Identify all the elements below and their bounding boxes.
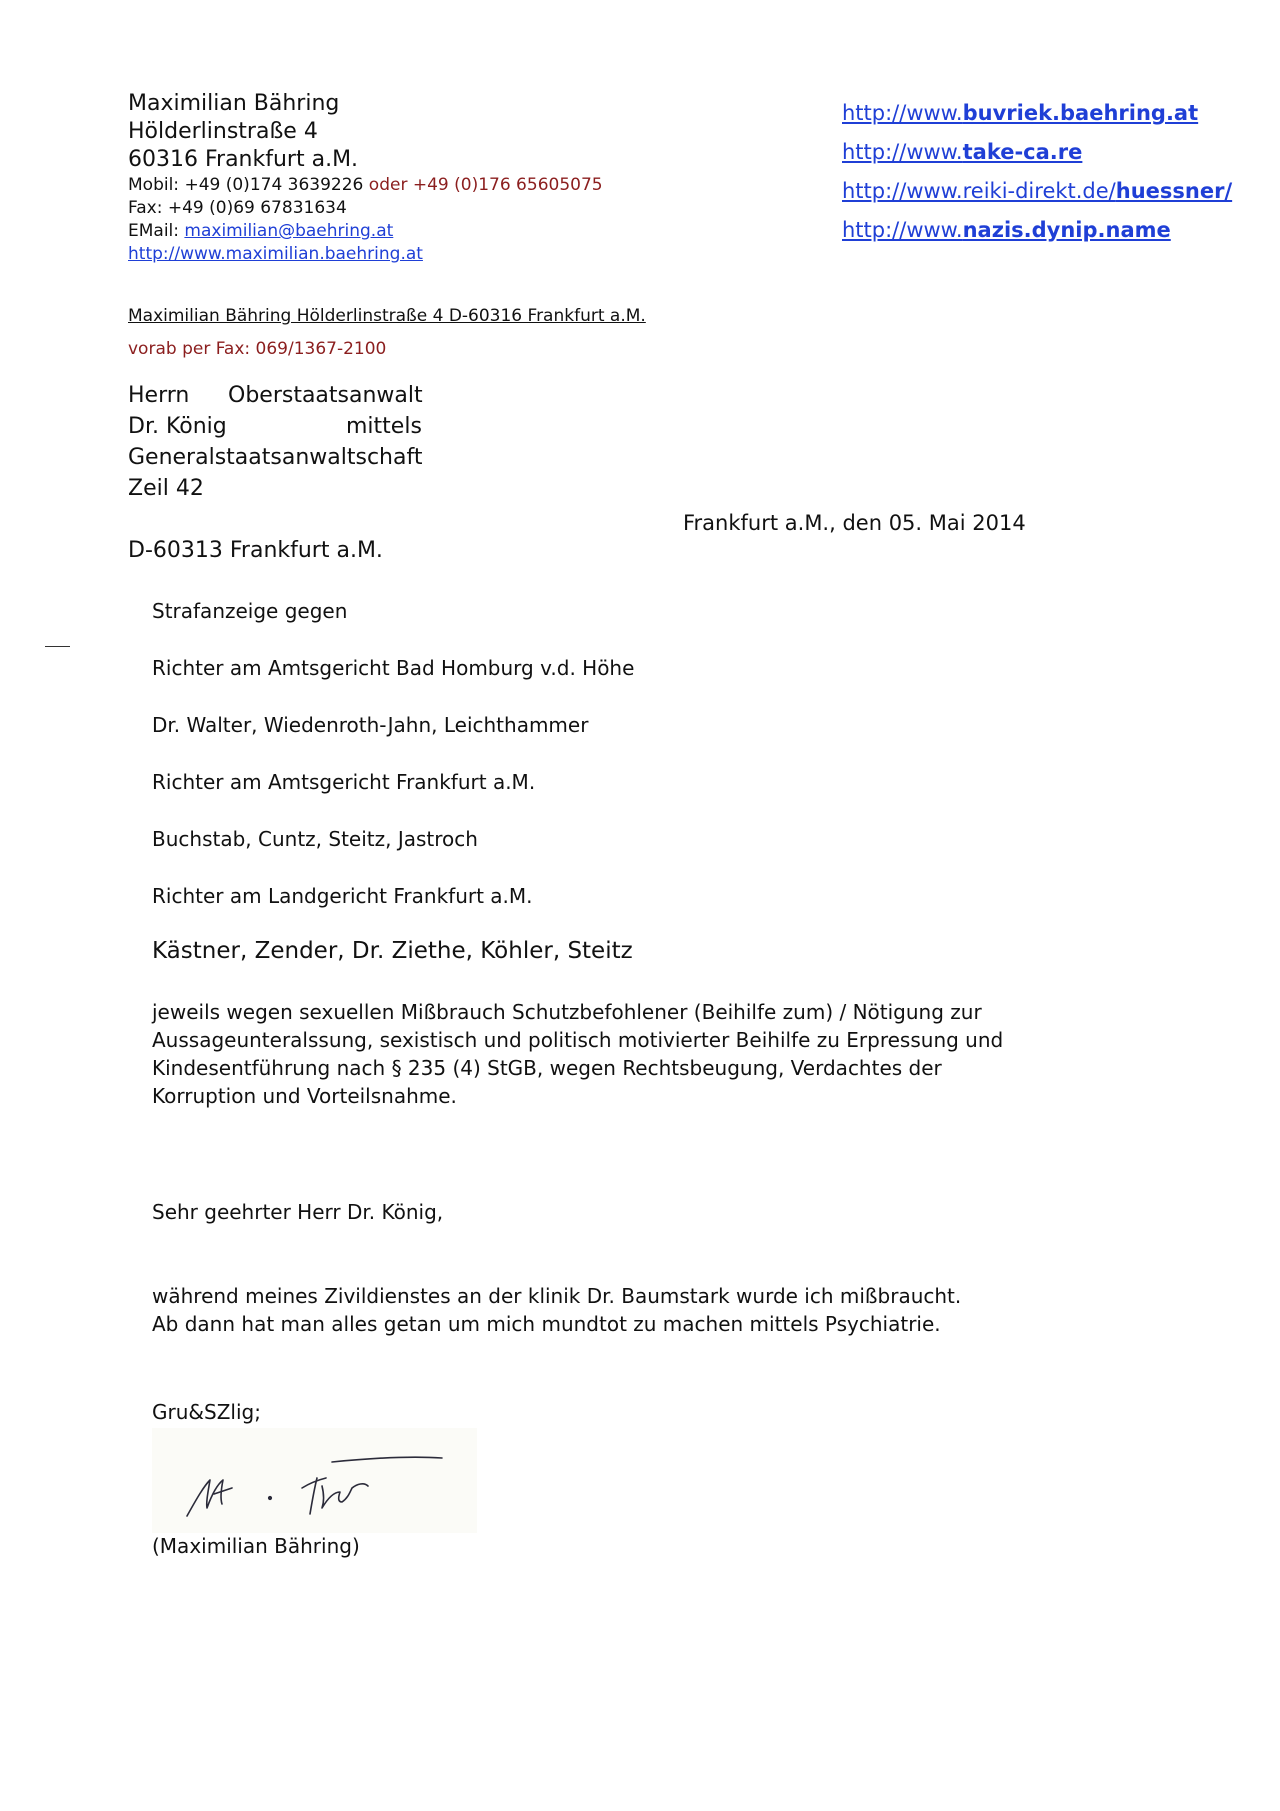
mobile-or: oder [368, 175, 408, 195]
sender-city: 60316 Frankfurt a.M. [128, 147, 359, 172]
link-reiki[interactable]: http://www.reiki-direkt.de/huessner/ [842, 179, 1233, 203]
signature-image [152, 1428, 477, 1533]
fax-number: +49 (0)69 67831634 [167, 198, 347, 218]
recipient-via: mittels [346, 414, 422, 439]
sender-mobile [128, 174, 603, 197]
handwritten-signature [152, 1428, 477, 1533]
fax-ahead: vorab per Fax: 069/1367-2100 [128, 339, 387, 359]
charges-line: Kindesentführung nach § 235 (4) StGB, wegen Rechtsbeugung, Verdachtes der [152, 1056, 942, 1080]
website-link[interactable]: http://www.maximilian.baehring.at [128, 244, 423, 264]
closing: Gru&SZlig; [152, 1400, 261, 1424]
mobile-label: Mobil: [128, 175, 180, 195]
fold-mark [45, 646, 70, 647]
judges-1: Dr. Walter, Wiedenroth-Jahn, Leichthammer [152, 713, 589, 737]
sender-name: Maximilian Bähring [128, 91, 340, 116]
recipient-title: Oberstaatsanwalt [228, 383, 423, 408]
mobile-number-2: +49 (0)176 65605075 [412, 175, 603, 195]
sender-email [128, 220, 603, 243]
charges-line: Aussageunteralssung, sexistisch und politisch motivierter Beihilfe zu Erpressung und [152, 1028, 1004, 1052]
link-nazis[interactable]: http://www.nazis.dynip.name [842, 218, 1171, 242]
link-take-care[interactable]: http://www.take-ca.re [842, 140, 1083, 164]
recipient-salutation: Herrn [128, 383, 190, 408]
recipient-block [128, 380, 423, 504]
signature-name: (Maximilian Bähring) [152, 1534, 360, 1558]
return-address: Maximilian Bähring Hölderlinstraße 4 D-60316 Frankfurt a.M. [128, 306, 646, 326]
sender-website [128, 243, 603, 266]
sender-block [128, 90, 603, 266]
recipient-name: Dr. König [128, 414, 227, 439]
charges-paragraph [152, 998, 1003, 1110]
greeting: Sehr geehrter Herr Dr. König, [152, 1200, 444, 1224]
subject-line: Strafanzeige gegen [152, 599, 348, 623]
mobile-number-1: +49 (0)174 3639226 [184, 175, 364, 195]
court-3: Richter am Landgericht Frankfurt a.M. [152, 884, 533, 908]
fax-label: Fax: [128, 198, 163, 218]
paragraph-line: während meines Zivildienstes an der klinik Dr. Baumstark wurde ich mißbraucht. [152, 1284, 962, 1308]
sender-fax [128, 197, 603, 220]
recipient-office: Generalstaatsanwaltschaft [128, 445, 423, 470]
recipient-street: Zeil 42 [128, 476, 204, 501]
email-link[interactable]: maximilian@baehring.at [184, 221, 394, 241]
charges-line: jeweils wegen sexuellen Mißbrauch Schutzbefohlener (Beihilfe zum) / Nötigung zur [152, 1000, 982, 1024]
paragraph-line: Ab dann hat man alles getan um mich mundtot zu machen mittels Psychiatrie. [152, 1312, 941, 1336]
web-links [842, 100, 1232, 243]
court-2: Richter am Amtsgericht Frankfurt a.M. [152, 770, 536, 794]
email-label: EMail: [128, 221, 179, 241]
recipient-city: D-60313 Frankfurt a.M. [128, 538, 383, 563]
judges-3: Kästner, Zender, Dr. Ziethe, Köhler, Steitz [152, 938, 633, 964]
date-line: Frankfurt a.M., den 05. Mai 2014 [683, 511, 1026, 535]
court-1: Richter am Amtsgericht Bad Homburg v.d. Höhe [152, 656, 635, 680]
sender-street: Hölderlinstraße 4 [128, 119, 318, 144]
link-buvriek[interactable]: http://www.buvriek.baehring.at [842, 101, 1199, 125]
judges-2: Buchstab, Cuntz, Steitz, Jastroch [152, 827, 478, 851]
main-paragraph [152, 1282, 961, 1338]
charges-line: Korruption und Vorteilsnahme. [152, 1084, 457, 1108]
